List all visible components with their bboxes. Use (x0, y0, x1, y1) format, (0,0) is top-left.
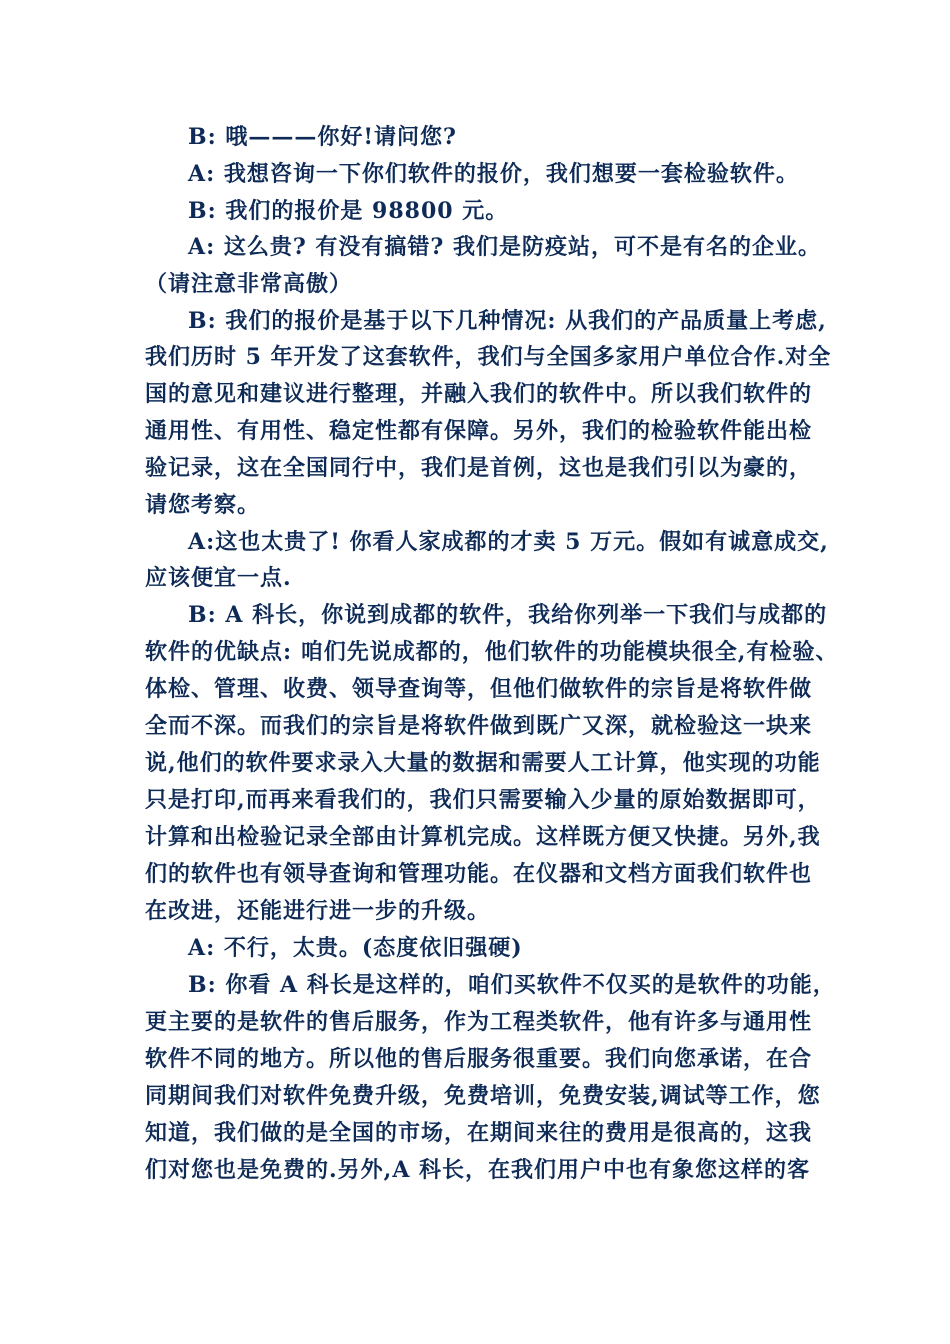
stage-direction: （请注意非常高傲） (145, 271, 353, 297)
dialogue-line: A: 不行，太贵。(态度依旧强硬) (188, 935, 523, 961)
paragraph-line: 软件不同的地方。所以他的售后服务很重要。我们向您承诺，在合 (145, 1046, 813, 1072)
paragraph-line: 通用性、有用性、稳定性都有保障。另外，我们的检验软件能出检 (145, 418, 813, 444)
dialogue-line: B: 我们的报价是基于以下几种情况: 从我们的产品质量上考虑, (188, 308, 827, 334)
paragraph-line: 我们历时 5 年开发了这套软件，我们与全国多家用户单位合作.对全 (145, 344, 832, 370)
dialogue-line: B: 我们的报价是 98800 元。 (188, 198, 509, 224)
paragraph-line: 全而不深。而我们的宗旨是将软件做到既广又深，就检验这一块来 (145, 713, 813, 739)
paragraph-line: 请您考察。 (145, 492, 261, 518)
paragraph-line: 们对您也是免费的.另外,A 科长，在我们用户中也有象您这样的客 (145, 1157, 811, 1183)
paragraph-line: 更主要的是软件的售后服务，作为工程类软件，他有许多与通用性 (145, 1009, 813, 1035)
dialogue-line: A: 我想咨询一下你们软件的报价，我们想要一套检验软件。 (188, 161, 799, 187)
paragraph-line: 只是打印,而再来看我们的，我们只需要输入少量的原始数据即可， (145, 787, 821, 813)
dialogue-line: A: 这么贵? 有没有搞错? 我们是防疫站，可不是有名的企业。 (188, 234, 821, 260)
paragraph-line: 知道，我们做的是全国的市场，在期间来往的费用是很高的，这我 (145, 1120, 813, 1146)
paragraph-line: 在改进，还能进行进一步的升级。 (145, 898, 491, 924)
dialogue-line: B: A 科长，你说到成都的软件，我给你列举一下我们与成都的 (188, 602, 828, 628)
paragraph-line: 应该便宜一点. (145, 565, 292, 591)
dialogue-line: A:这也太贵了! 你看人家成都的才卖 5 万元。假如有诚意成交, (188, 529, 829, 555)
paragraph-line: 计算和出检验记录全部由计算机完成。这样既方便又快捷。另外,我 (145, 824, 821, 850)
paragraph-line: 国的意见和建议进行整理，并融入我们的软件中。所以我们软件的 (145, 381, 813, 407)
dialogue-line: B: 你看 A 科长是这样的，咱们买软件不仅买的是软件的功能， (188, 972, 836, 998)
paragraph-line: 同期间我们对软件免费升级，免费培训，免费安装,调试等工作，您 (145, 1083, 821, 1109)
paragraph-line: 软件的优缺点: 咱们先说成都的，他们软件的功能模块很全,有检验、 (145, 639, 839, 665)
paragraph-line: 验记录，这在全国同行中，我们是首例，这也是我们引以为豪的， (145, 455, 813, 481)
paragraph-line: 们的软件也有领导查询和管理功能。在仪器和文档方面我们软件也 (145, 861, 813, 887)
paragraph-line: 说,他们的软件要求录入大量的数据和需要人工计算，他实现的功能 (145, 750, 821, 776)
paragraph-line: 体检、管理、收费、领导查询等，但他们做软件的宗旨是将软件做 (145, 676, 813, 702)
dialogue-line: B: 哦———你好!请问您? (188, 124, 457, 150)
